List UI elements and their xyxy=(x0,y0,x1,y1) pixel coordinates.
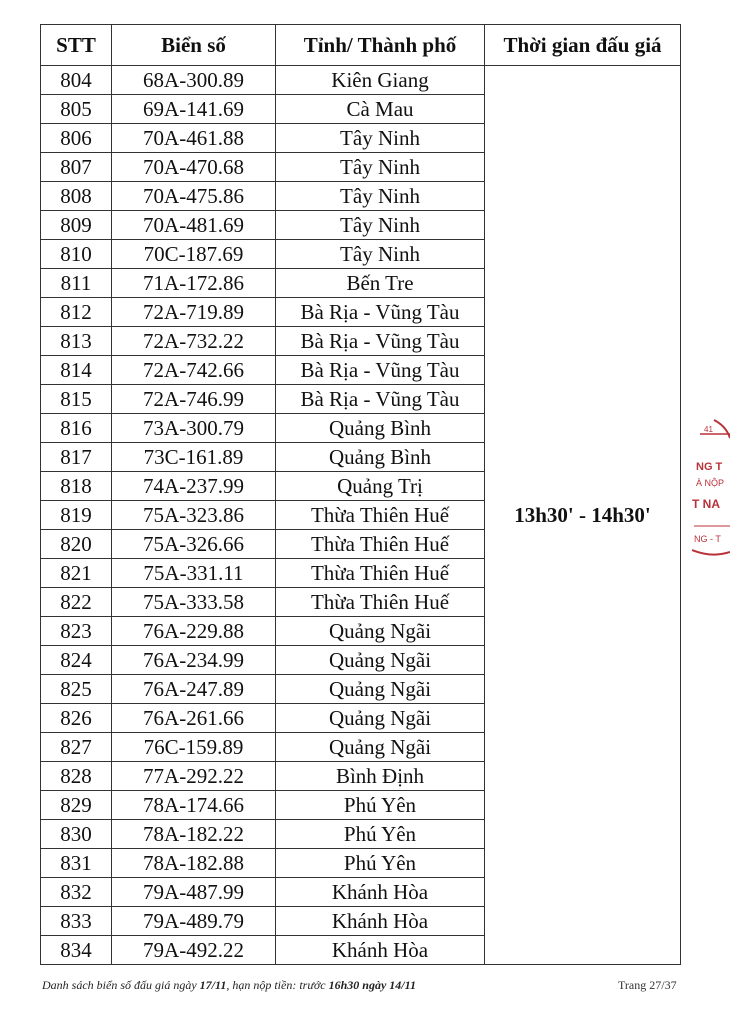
cell-plate: 76A-229.88 xyxy=(112,617,276,646)
cell-province: Phú Yên xyxy=(276,849,485,878)
cell-plate: 75A-326.66 xyxy=(112,530,276,559)
cell-plate: 72A-746.99 xyxy=(112,385,276,414)
cell-stt: 813 xyxy=(41,327,112,356)
cell-province: Tây Ninh xyxy=(276,182,485,211)
cell-plate: 79A-489.79 xyxy=(112,907,276,936)
cell-plate: 73A-300.79 xyxy=(112,414,276,443)
cell-province: Thừa Thiên Huế xyxy=(276,530,485,559)
cell-province: Cà Mau xyxy=(276,95,485,124)
cell-province: Bà Rịa - Vũng Tàu xyxy=(276,298,485,327)
cell-plate: 75A-333.58 xyxy=(112,588,276,617)
footer-auction-date: 17/11 xyxy=(199,978,227,992)
cell-plate: 78A-182.22 xyxy=(112,820,276,849)
cell-plate: 71A-172.86 xyxy=(112,269,276,298)
cell-plate: 70A-470.68 xyxy=(112,153,276,182)
cell-stt: 820 xyxy=(41,530,112,559)
svg-text:41: 41 xyxy=(704,425,713,434)
cell-plate: 76C-159.89 xyxy=(112,733,276,762)
cell-province: Bình Định xyxy=(276,762,485,791)
cell-province: Thừa Thiên Huế xyxy=(276,588,485,617)
cell-plate: 78A-182.88 xyxy=(112,849,276,878)
footer-note-prefix: Danh sách biển số đấu giá ngày xyxy=(42,978,200,992)
cell-stt: 814 xyxy=(41,356,112,385)
cell-stt: 810 xyxy=(41,240,112,269)
cell-stt: 823 xyxy=(41,617,112,646)
cell-province: Phú Yên xyxy=(276,791,485,820)
cell-plate: 72A-742.66 xyxy=(112,356,276,385)
cell-stt: 824 xyxy=(41,646,112,675)
cell-plate: 69A-141.69 xyxy=(112,95,276,124)
header-province: Tỉnh/ Thành phố xyxy=(276,25,485,66)
cell-province: Quảng Ngãi xyxy=(276,646,485,675)
license-plate-auction-table xyxy=(40,24,681,965)
cell-stt: 818 xyxy=(41,472,112,501)
cell-auction-time: 13h30' - 14h30' xyxy=(485,66,681,965)
footer-deadline-time: 16h30 xyxy=(328,978,360,992)
svg-text:NG T: NG T xyxy=(696,461,723,473)
cell-stt: 825 xyxy=(41,675,112,704)
cell-stt: 832 xyxy=(41,878,112,907)
cell-plate: 74A-237.99 xyxy=(112,472,276,501)
cell-province: Tây Ninh xyxy=(276,153,485,182)
cell-plate: 77A-292.22 xyxy=(112,762,276,791)
cell-province: Quảng Bình xyxy=(276,414,485,443)
header-plate: Biển số xyxy=(112,25,276,66)
footer-note xyxy=(42,978,416,993)
table-body xyxy=(41,66,681,965)
cell-province: Khánh Hòa xyxy=(276,907,485,936)
cell-plate: 75A-323.86 xyxy=(112,501,276,530)
cell-stt: 812 xyxy=(41,298,112,327)
cell-province: Tây Ninh xyxy=(276,240,485,269)
cell-stt: 830 xyxy=(41,820,112,849)
svg-text:T NA: T NA xyxy=(692,497,720,511)
cell-stt: 816 xyxy=(41,414,112,443)
cell-plate: 72A-719.89 xyxy=(112,298,276,327)
seal-stamp-graphic xyxy=(692,412,730,582)
cell-province: Thừa Thiên Huế xyxy=(276,559,485,588)
cell-plate: 70A-475.86 xyxy=(112,182,276,211)
cell-province: Bà Rịa - Vũng Tàu xyxy=(276,327,485,356)
cell-stt: 822 xyxy=(41,588,112,617)
cell-province: Quảng Bình xyxy=(276,443,485,472)
cell-stt: 827 xyxy=(41,733,112,762)
table-header-row xyxy=(41,25,681,66)
cell-plate: 79A-492.22 xyxy=(112,936,276,965)
cell-stt: 817 xyxy=(41,443,112,472)
cell-stt: 821 xyxy=(41,559,112,588)
cell-stt: 833 xyxy=(41,907,112,936)
cell-plate: 76A-247.89 xyxy=(112,675,276,704)
cell-stt: 834 xyxy=(41,936,112,965)
cell-province: Kiên Giang xyxy=(276,66,485,95)
cell-plate: 68A-300.89 xyxy=(112,66,276,95)
cell-plate: 72A-732.22 xyxy=(112,327,276,356)
cell-plate: 70A-481.69 xyxy=(112,211,276,240)
cell-province: Quảng Ngãi xyxy=(276,704,485,733)
cell-plate: 73C-161.89 xyxy=(112,443,276,472)
svg-text:NG - T: NG - T xyxy=(694,534,721,544)
cell-province: Tây Ninh xyxy=(276,124,485,153)
cell-plate: 76A-261.66 xyxy=(112,704,276,733)
cell-plate: 78A-174.66 xyxy=(112,791,276,820)
cell-stt: 807 xyxy=(41,153,112,182)
header-auction-time: Thời gian đấu giá xyxy=(485,25,681,66)
cell-stt: 804 xyxy=(41,66,112,95)
svg-text:À NỘP: À NỘP xyxy=(696,478,725,488)
cell-stt: 831 xyxy=(41,849,112,878)
cell-plate: 79A-487.99 xyxy=(112,878,276,907)
cell-stt: 829 xyxy=(41,791,112,820)
cell-province: Bà Rịa - Vũng Tàu xyxy=(276,385,485,414)
cell-stt: 811 xyxy=(41,269,112,298)
cell-province: Quảng Trị xyxy=(276,472,485,501)
cell-plate: 76A-234.99 xyxy=(112,646,276,675)
footer-deadline-day: ngày 14/11 xyxy=(362,978,416,992)
cell-stt: 828 xyxy=(41,762,112,791)
cell-stt: 805 xyxy=(41,95,112,124)
cell-stt: 815 xyxy=(41,385,112,414)
cell-province: Khánh Hòa xyxy=(276,936,485,965)
footer-note-mid: , hạn nộp tiền: trước xyxy=(226,978,329,992)
cell-province: Quảng Ngãi xyxy=(276,617,485,646)
table-row xyxy=(41,66,681,95)
cell-province: Bà Rịa - Vũng Tàu xyxy=(276,356,485,385)
cell-plate: 75A-331.11 xyxy=(112,559,276,588)
cell-plate: 70A-461.88 xyxy=(112,124,276,153)
cell-plate: 70C-187.69 xyxy=(112,240,276,269)
cell-province: Khánh Hòa xyxy=(276,878,485,907)
cell-province: Thừa Thiên Huế xyxy=(276,501,485,530)
cell-stt: 808 xyxy=(41,182,112,211)
header-stt: STT xyxy=(41,25,112,66)
cell-stt: 806 xyxy=(41,124,112,153)
cell-stt: 819 xyxy=(41,501,112,530)
cell-stt: 826 xyxy=(41,704,112,733)
cell-province: Quảng Ngãi xyxy=(276,733,485,762)
red-seal-stamp xyxy=(692,412,730,582)
cell-province: Bến Tre xyxy=(276,269,485,298)
cell-stt: 809 xyxy=(41,211,112,240)
cell-province: Phú Yên xyxy=(276,820,485,849)
page-number: Trang 27/37 xyxy=(618,978,677,992)
cell-province: Tây Ninh xyxy=(276,211,485,240)
cell-province: Quảng Ngãi xyxy=(276,675,485,704)
